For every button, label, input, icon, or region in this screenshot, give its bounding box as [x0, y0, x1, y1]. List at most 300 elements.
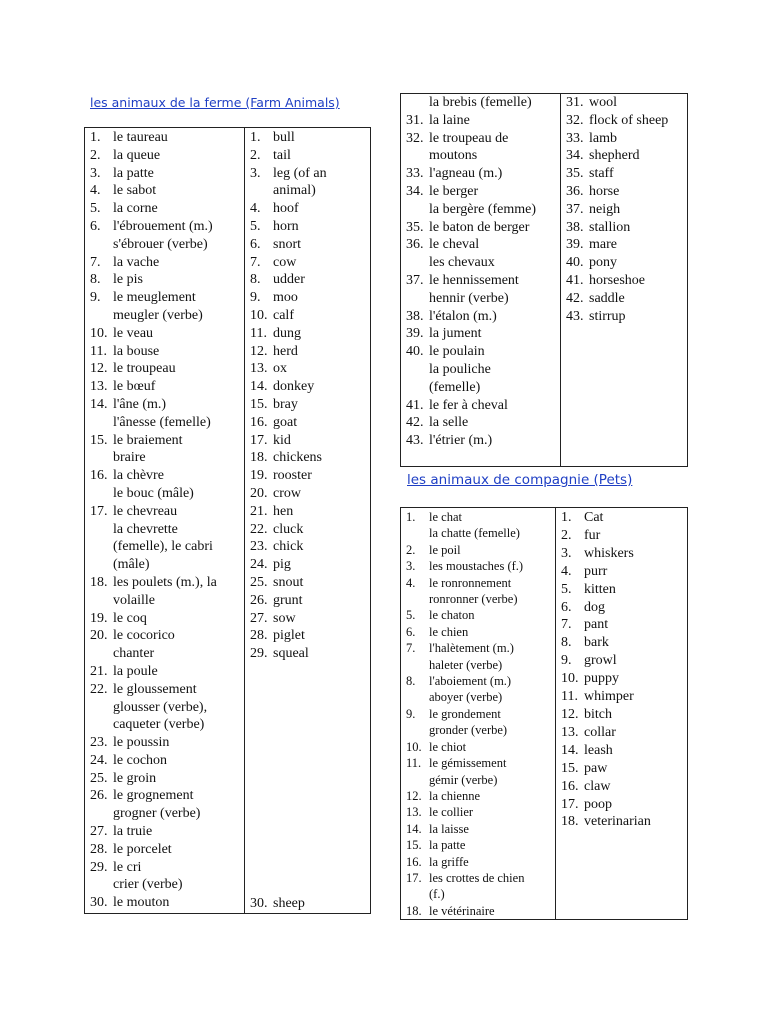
entry-text: la jument	[429, 326, 482, 342]
farm-animals-table	[84, 127, 371, 914]
entry-text: crier (verbe)	[113, 877, 183, 893]
entry-text: le chaton	[429, 608, 475, 623]
entry-number: 7.	[250, 254, 261, 270]
list-item	[401, 903, 555, 919]
list-item	[401, 165, 560, 183]
entry-text: les moustaches (f.)	[429, 559, 524, 574]
entry-number: 27.	[250, 610, 268, 626]
list-item	[245, 432, 370, 450]
entry-text: bray	[273, 396, 298, 412]
entry-number: 39.	[566, 237, 584, 253]
entry-text: chick	[273, 539, 304, 555]
list-item	[561, 308, 687, 326]
entry-number: 10.	[561, 671, 579, 687]
entry-text: gronder (verbe)	[429, 723, 508, 738]
entry-number: 9.	[90, 290, 101, 306]
table-row	[401, 508, 688, 920]
list-item	[561, 290, 687, 308]
entry-text: la poule	[113, 663, 158, 679]
entry-text: la patte	[113, 165, 154, 181]
entry-number: 14.	[406, 821, 422, 836]
list-item	[245, 895, 370, 913]
entry-text: snout	[273, 574, 304, 590]
list-item	[245, 378, 370, 396]
entry-text: la selle	[429, 415, 469, 431]
list-item	[245, 592, 370, 610]
pets-french-column	[401, 508, 556, 920]
entry-text: le cocorico	[113, 628, 175, 644]
farm-french-column	[85, 128, 245, 914]
list-item	[556, 670, 687, 688]
entry-number: 13.	[406, 805, 422, 820]
entry-number: 16.	[90, 468, 108, 484]
entry-text: aboyer (verbe)	[429, 690, 503, 705]
entry-text: pant	[584, 617, 609, 633]
entry-text: kitten	[584, 581, 616, 597]
list-item	[245, 218, 370, 236]
entry-number: 12.	[406, 788, 422, 803]
entry-number: 34.	[566, 148, 584, 164]
entry-number: 32.	[566, 112, 584, 128]
entry-text: la queue	[113, 147, 161, 163]
farm-english-last-entry	[245, 895, 370, 913]
list-item	[556, 813, 687, 831]
entry-number: 38.	[406, 308, 424, 324]
entry-text: le pis	[113, 272, 143, 288]
list-item	[401, 414, 560, 432]
list-item	[401, 130, 560, 166]
entry-text: horse	[589, 183, 620, 199]
entry-number: 23.	[90, 735, 108, 751]
entry-number: 29.	[250, 646, 268, 662]
list-item	[556, 563, 687, 581]
entry-number: 35.	[406, 219, 424, 235]
list-item	[245, 467, 370, 485]
entry-text: le poussin	[113, 735, 170, 751]
entry-text: ronronner (verbe)	[429, 592, 518, 607]
entry-number: 17.	[561, 796, 579, 812]
list-item	[561, 112, 687, 130]
list-item	[245, 325, 370, 343]
entry-text: le vétérinaire	[429, 903, 495, 918]
entry-number: 4.	[561, 563, 572, 579]
list-item	[556, 760, 687, 778]
entry-number: 31.	[406, 112, 424, 128]
entry-number: 43.	[406, 433, 424, 449]
entry-number: 6.	[90, 218, 101, 234]
entry-number: 9.	[561, 653, 572, 669]
entry-number: 2.	[250, 147, 261, 163]
entry-text: la brebis (femelle)	[429, 95, 532, 110]
entry-text: l'âne (m.)	[113, 396, 167, 412]
list-item	[245, 165, 370, 201]
list-item	[85, 182, 244, 200]
entry-text: l'ébrouement (m.)	[113, 218, 213, 234]
entry-text: caqueter (verbe)	[113, 717, 205, 733]
entry-text: paw	[584, 760, 608, 776]
list-item	[561, 165, 687, 183]
entry-text: whimper	[584, 689, 634, 705]
entry-text: le grognement	[113, 788, 194, 804]
list-item	[401, 673, 555, 706]
entry-number	[401, 94, 429, 112]
list-item	[85, 627, 244, 663]
list-item	[245, 147, 370, 165]
entry-number: 12.	[250, 343, 268, 359]
entry-number: 40.	[566, 255, 584, 271]
entry-text: le chat	[429, 510, 462, 524]
entry-text: la pouliche	[429, 361, 491, 377]
list-item	[561, 272, 687, 290]
entry-number: 40.	[406, 344, 424, 360]
list-item	[245, 449, 370, 467]
entry-number: 17.	[406, 870, 422, 885]
entry-number: 41.	[406, 397, 424, 413]
entry-text: la bergère (femme)	[429, 201, 537, 217]
entry-text: rooster	[273, 468, 312, 484]
list-item	[85, 147, 244, 165]
list-item	[245, 200, 370, 218]
entry-number: 34.	[406, 183, 424, 199]
list-item	[245, 574, 370, 592]
farm2-french-list	[401, 94, 560, 450]
list-item	[245, 521, 370, 539]
entry-text: sow	[273, 610, 296, 626]
list-item	[556, 634, 687, 652]
list-item	[561, 130, 687, 148]
list-item	[85, 734, 244, 752]
entry-text: le groin	[113, 770, 157, 786]
entry-text: la chienne	[429, 788, 481, 803]
list-item	[85, 823, 244, 841]
entry-text: (femelle), le cabri	[113, 539, 213, 555]
entry-text: stirrup	[589, 308, 626, 324]
entry-text: la chèvre	[113, 468, 164, 484]
entry-number: 39.	[406, 326, 424, 342]
entry-text: hennir (verbe)	[429, 290, 509, 306]
list-item	[85, 752, 244, 770]
entry-text: calf	[273, 307, 294, 323]
entry-number: 8.	[561, 635, 572, 651]
entry-number: 5.	[90, 201, 101, 217]
entry-text: l'aboiement (m.)	[429, 674, 512, 689]
entry-text: dog	[584, 599, 605, 615]
entry-number: 6.	[406, 624, 416, 639]
entry-number: 15.	[90, 432, 108, 448]
entry-number: 7.	[561, 617, 572, 633]
list-item	[561, 183, 687, 201]
entry-number: 30.	[90, 895, 108, 911]
entry-text: veterinarian	[584, 814, 651, 830]
entry-number: 13.	[561, 724, 579, 740]
entry-text: whiskers	[584, 545, 634, 561]
list-item	[85, 360, 244, 378]
list-item	[556, 509, 687, 527]
entry-text: haleter (verbe)	[429, 657, 503, 672]
entry-number: 12.	[90, 361, 108, 377]
entry-text: le meuglement	[113, 290, 196, 306]
entry-text: braire	[113, 450, 146, 466]
list-item	[556, 706, 687, 724]
entry-number: 27.	[90, 824, 108, 840]
entry-text: les crottes de chien	[429, 870, 525, 885]
entry-text: (femelle)	[429, 379, 481, 395]
entry-text: le taureau	[113, 130, 168, 145]
entry-number: 15.	[250, 396, 268, 412]
entry-number: 36.	[566, 183, 584, 199]
entry-number: 28.	[90, 841, 108, 857]
entry-text: la bouse	[113, 343, 160, 359]
farm-english-list	[245, 128, 370, 663]
entry-text: le braiement	[113, 432, 183, 448]
list-item	[556, 527, 687, 545]
list-item	[245, 129, 370, 147]
list-item	[245, 556, 370, 574]
entry-number: 4.	[250, 201, 261, 217]
list-item	[401, 509, 555, 542]
list-item	[85, 503, 244, 574]
entry-text: (f.)	[429, 887, 445, 902]
list-item	[561, 94, 687, 112]
entry-text: la patte	[429, 838, 466, 853]
list-item	[85, 254, 244, 272]
entry-number: 37.	[406, 272, 424, 288]
entry-number: 1.	[90, 130, 101, 145]
list-item	[245, 254, 370, 272]
entry-text: leash	[584, 742, 613, 758]
entry-number: 42.	[566, 290, 584, 306]
list-item	[401, 640, 555, 673]
list-item	[245, 414, 370, 432]
entry-text: herd	[273, 343, 298, 359]
list-item	[245, 236, 370, 254]
list-item	[556, 599, 687, 617]
list-item	[561, 219, 687, 237]
entry-text: le chiot	[429, 739, 467, 754]
entry-number: 1.	[250, 130, 261, 145]
list-item	[401, 755, 555, 788]
entry-text: le baton de berger	[429, 219, 530, 235]
list-item	[401, 325, 560, 343]
list-item	[245, 360, 370, 378]
list-item	[401, 870, 555, 903]
entry-text: bitch	[584, 706, 612, 722]
entry-number: 35.	[566, 166, 584, 182]
entry-text: le sabot	[113, 183, 157, 199]
list-item	[85, 129, 244, 147]
farm2-english-column	[561, 94, 688, 467]
list-item	[85, 432, 244, 468]
entry-text: neigh	[589, 201, 621, 217]
entry-number: 43.	[566, 308, 584, 324]
entry-number: 10.	[250, 307, 268, 323]
entry-number: 36.	[406, 237, 424, 253]
entry-text: stallion	[589, 219, 631, 235]
entry-text: shepherd	[589, 148, 640, 164]
entry-number: 9.	[250, 290, 261, 306]
entry-text: chanter	[113, 646, 155, 662]
entry-text: l'halètement (m.)	[429, 641, 514, 656]
entry-number: 4.	[406, 575, 416, 590]
entry-number: 2.	[406, 542, 416, 557]
list-item	[85, 271, 244, 289]
entry-number: 4.	[90, 183, 101, 199]
list-item	[401, 558, 555, 574]
entry-text: bull	[273, 130, 295, 145]
entry-number: 33.	[406, 166, 424, 182]
entry-text: la laine	[429, 112, 470, 128]
list-item	[401, 739, 555, 755]
entry-number: 19.	[90, 610, 108, 626]
entry-text: la vache	[113, 254, 160, 270]
entry-number: 12.	[561, 706, 579, 722]
entry-text: goat	[273, 414, 298, 430]
list-item	[245, 627, 370, 645]
list-item	[401, 854, 555, 870]
entry-text: puppy	[584, 671, 619, 687]
list-item	[245, 343, 370, 361]
entry-number: 26.	[250, 592, 268, 608]
entry-number: 24.	[250, 557, 268, 573]
entry-text: hoof	[273, 201, 299, 217]
entry-number: 11.	[90, 343, 107, 359]
entry-number: 8.	[406, 674, 416, 689]
entry-text: lamb	[589, 130, 617, 146]
list-item	[85, 200, 244, 218]
entry-number: 31.	[566, 95, 584, 110]
entry-text: le cheval	[429, 237, 480, 253]
entry-text: flock of sheep	[589, 112, 669, 128]
entry-text: leg (of an	[273, 165, 327, 181]
list-item	[556, 778, 687, 796]
entry-text: pig	[273, 557, 291, 573]
entry-text: wool	[589, 95, 617, 110]
entry-number: 18.	[90, 574, 108, 590]
entry-text: la laisse	[429, 821, 469, 836]
list-item	[401, 219, 560, 237]
entry-text: horseshoe	[589, 272, 645, 288]
entry-text: claw	[584, 778, 611, 794]
list-item	[401, 542, 555, 558]
list-item	[85, 859, 244, 895]
list-item	[85, 894, 244, 912]
entry-text: le fer à cheval	[429, 397, 508, 413]
entry-text: la truie	[113, 824, 153, 840]
entry-text: growl	[584, 653, 617, 669]
entry-number: 16.	[561, 778, 579, 794]
entry-text: piglet	[273, 628, 305, 644]
entry-text: l'étalon (m.)	[429, 308, 497, 324]
entry-number: 29.	[90, 859, 108, 875]
entry-text: sheep	[273, 896, 305, 912]
list-item	[561, 147, 687, 165]
entry-number: 3.	[406, 559, 416, 574]
list-item	[245, 610, 370, 628]
entry-number: 11.	[250, 325, 267, 341]
list-item	[401, 837, 555, 853]
entry-number: 32.	[406, 130, 424, 146]
entry-text: la griffe	[429, 854, 469, 869]
list-item	[401, 397, 560, 415]
entry-text: meugler (verbe)	[113, 307, 203, 323]
entry-number: 3.	[250, 165, 261, 181]
entry-text: grunt	[273, 592, 303, 608]
list-item	[556, 688, 687, 706]
entry-text: hen	[273, 503, 294, 519]
entry-number: 18.	[406, 903, 422, 918]
entry-number: 8.	[250, 272, 261, 288]
entry-text: le chien	[429, 624, 469, 639]
entry-number: 14.	[561, 742, 579, 758]
entry-number: 11.	[561, 689, 578, 705]
entry-text: kid	[273, 432, 291, 448]
entry-text: le gémissement	[429, 756, 507, 771]
list-item	[85, 467, 244, 503]
list-item	[401, 308, 560, 326]
entry-text: le cri	[113, 859, 142, 875]
entry-text: fur	[584, 527, 601, 543]
entry-text: les poulets (m.), la	[113, 574, 217, 590]
list-item	[245, 503, 370, 521]
entry-text: le collier	[429, 805, 474, 820]
entry-number: 8.	[90, 272, 101, 288]
entry-number: 20.	[250, 485, 268, 501]
entry-number: 23.	[250, 539, 268, 555]
list-item	[85, 841, 244, 859]
list-item	[85, 218, 244, 254]
entry-text: l'agneau (m.)	[429, 166, 503, 182]
entry-text: grogner (verbe)	[113, 806, 201, 822]
list-item	[245, 538, 370, 556]
list-item	[85, 574, 244, 610]
entry-number: 37.	[566, 201, 584, 217]
entry-text: bark	[584, 635, 609, 651]
entry-text: poop	[584, 796, 612, 812]
entry-number: 13.	[90, 379, 108, 395]
list-item	[401, 432, 560, 450]
list-item	[556, 742, 687, 760]
entry-text: le bœuf	[113, 379, 156, 395]
entry-text: la corne	[113, 201, 158, 217]
list-item	[245, 289, 370, 307]
entry-number: 18.	[561, 814, 579, 830]
entry-text: cow	[273, 254, 297, 270]
entry-number: 13.	[250, 361, 268, 377]
entry-number: 2.	[561, 527, 572, 543]
entry-text: staff	[589, 166, 614, 182]
list-item	[401, 607, 555, 623]
list-item	[245, 645, 370, 663]
entry-number: 26.	[90, 788, 108, 804]
entry-number: 5.	[406, 608, 416, 623]
entry-text: le veau	[113, 325, 154, 341]
farm-animals-continued-table	[400, 93, 688, 467]
entry-text: l'ânesse (femelle)	[113, 414, 211, 430]
entry-text: le hennissement	[429, 272, 519, 288]
entry-number: 21.	[250, 503, 268, 519]
entry-text: le mouton	[113, 895, 170, 911]
entry-number: 5.	[561, 581, 572, 597]
entry-number: 17.	[90, 503, 108, 519]
list-item	[85, 396, 244, 432]
entry-number: 21.	[90, 663, 108, 679]
entry-number: 42.	[406, 415, 424, 431]
list-item	[401, 788, 555, 804]
entry-number: 14.	[90, 396, 108, 412]
entry-text: ox	[273, 361, 287, 377]
entry-number: 19.	[250, 468, 268, 484]
list-item	[556, 796, 687, 814]
